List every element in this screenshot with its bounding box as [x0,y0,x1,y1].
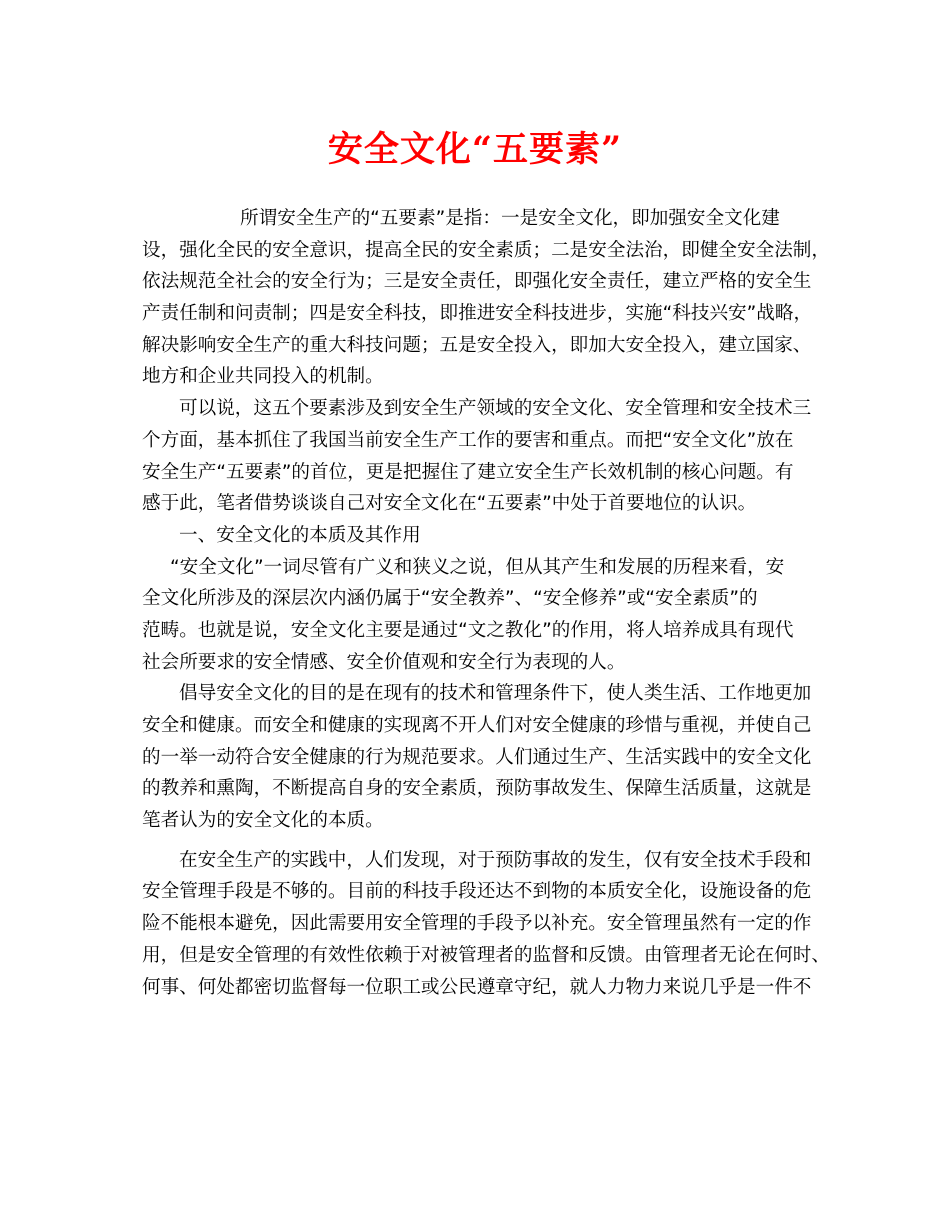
text-line: 倡导安全文化的目的是在现有的技术和管理条件下，使人类生活、工作地更加 [179,683,812,705]
text-line: 解决影响安全生产的重大科技问题；五是安全投入，即加大安全投入，建立国家、 [142,334,812,356]
text-line: 依法规范全社会的安全行为；三是安全责任，即强化安全责任，建立严格的安全生 [142,271,812,293]
text-line: 地方和企业共同投入的机制。 [142,366,384,388]
text-line: 安全生产“五要素”的首位，更是把握住了建立安全生产长效机制的核心问题。有 [142,461,794,483]
text-line: 的一举一动符合安全健康的行为规范要求。人们通过生产、生活实践中的安全文化 [142,746,812,768]
text-line: 范畴。也就是说，安全文化主要是通过“文之教化”的作用，将人培养成具有现代 [142,619,794,641]
text-line: 在安全生产的实践中，人们发现，对于预防事故的发生，仅有安全技术手段和 [179,849,812,871]
text-line: 个方面，基本抓住了我国当前安全生产工作的要害和重点。而把“安全文化”放在 [142,429,794,451]
text-line: 社会所要求的安全情感、安全价值观和安全行为表现的人。 [142,651,626,673]
section-heading: 一、安全文化的本质及其作用 [179,524,421,546]
text-line: 安全和健康。而安全和健康的实现离不开人们对安全健康的珍惜与重视，并使自己 [142,715,812,736]
text-line: 用，但是安全管理的有效性依赖于对被管理者的监督和反馈。由管理者无论在何时、 [142,944,830,966]
text-line: 安全管理手段是不够的。目前的科技手段还达不到物的本质安全化，设施设备的危 [142,881,812,903]
text-line: 所谓安全生产的“五要素”是指：一是安全文化，即加强安全文化建 [240,208,780,229]
document-title: 安全文化“五要素” [327,129,623,170]
text-line: 全文化所涉及的深层次内涵仍属于“安全教养”、“安全修养”或“安全素质”的 [142,588,758,610]
text-line: 笔者认为的安全文化的本质。 [142,810,384,832]
text-line: 的教养和熏陶，不断提高自身的安全素质，预防事故发生、保障生活质量，这就是 [142,778,812,800]
text-line: 设，强化全民的安全意识，提高全民的安全素质；二是安全法治，即健全安全法制， [142,239,830,261]
text-line: “安全文化”一词尽管有广义和狭义之说，但从其产生和发展的历程来看，安 [170,556,785,578]
text-line: 感于此，笔者借势谈谈自己对安全文化在“五要素”中处于首要地位的认识。 [142,493,757,515]
document-body [142,203,828,1003]
text-line: 何事、何处都密切监督每一位职工或公民遵章守纪，就人力物力来说几乎是一件不 [142,976,812,998]
text-line: 可以说，这五个要素涉及到安全生产领域的安全文化、安全管理和安全技术三 [179,398,812,420]
text-line: 险不能根本避免，因此需要用安全管理的手段予以补充。安全管理虽然有一定的作 [142,913,812,935]
text-line: 产责任制和问责制；四是安全科技，即推进安全科技进步，实施“科技兴安”战略， [142,303,813,325]
